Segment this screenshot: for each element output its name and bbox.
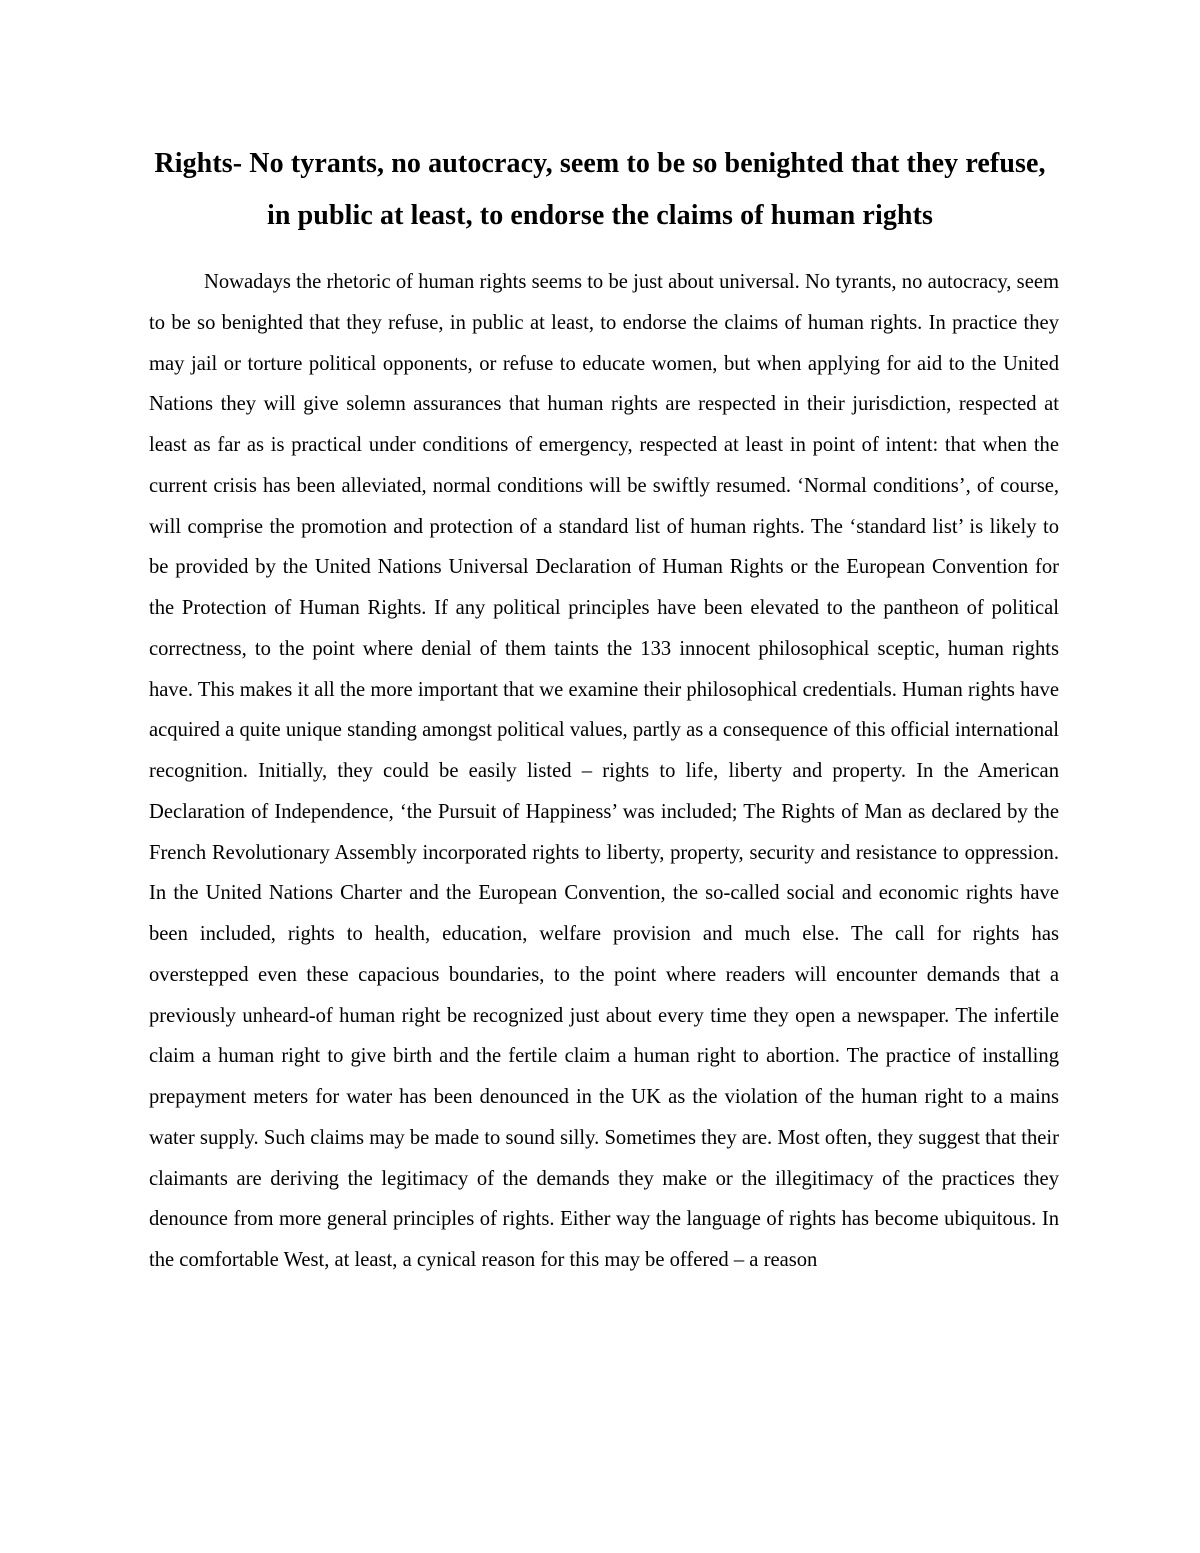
document-title: Rights- No tyrants, no autocracy, seem to be so benighted that they refuse, in public at least, to endorse the claims of human rights — [154, 148, 1046, 231]
body-paragraph: Nowadays the rhetoric of human rights seems to be just about universal. No tyrants, no autocracy, seem to be so benighted that they refuse, in public at least, to endorse the claims of human rights. In practice they may jail or torture political opponents, or refuse to educate women, but when applying for aid to the United Nations they will give solemn assurances that human rights are respected in their jurisdiction, respected at least as far as is practical under conditions of emergency, respected at least in point of intent: that when the current crisis has been alleviated, normal conditions will be swiftly resumed. ‘Normal conditions’, of course, will comprise the promotion and protection of a standard list of human rights. The ‘standard list’ is likely to be provided by the United Nations Universal Declaration of Human Rights or the European Convention for the Protection of Human Rights. If any political principles have been elevated to the pantheon of political correctness, to the point where denial of them taints the 133 innocent philosophical sceptic, human rights have. This makes it all the more important that we examine their philosophical credentials. Human rights have acquired a quite unique standing amongst political values, partly as a consequence of this official international recognition. Initially, they could be easily listed – rights to life, liberty and property. In the American Declaration of Independence, ‘the Pursuit of Happiness’ was included; The Rights of Man as declared by the French Revolutionary Assembly incorporated rights to liberty, property, security and resistance to oppression. In the United Nations Charter and the European Convention, the so-called social and economic rights have been included, rights to health, education, welfare provision and much else. The call for rights has overstepped even these capacious boundaries, to the point where readers will encounter demands that a previously unheard-of human right be recognized just about every time they open a newspaper. The infertile claim a human right to give birth and the fertile claim a human right to abortion. The practice of installing prepayment meters for water has been denounced in the UK as the violation of the human right to a mains water supply. Such claims may be made to sound silly. Sometimes they are. Most often, they suggest that their claimants are deriving the legitimacy of the demands they make or the illegitimacy of the practices they denounce from more general principles of rights. Either way the language of rights has become ubiquitous. In the comfortable West, at least, a cynical reason for this may be offered – a reason — [149, 271, 1059, 1271]
